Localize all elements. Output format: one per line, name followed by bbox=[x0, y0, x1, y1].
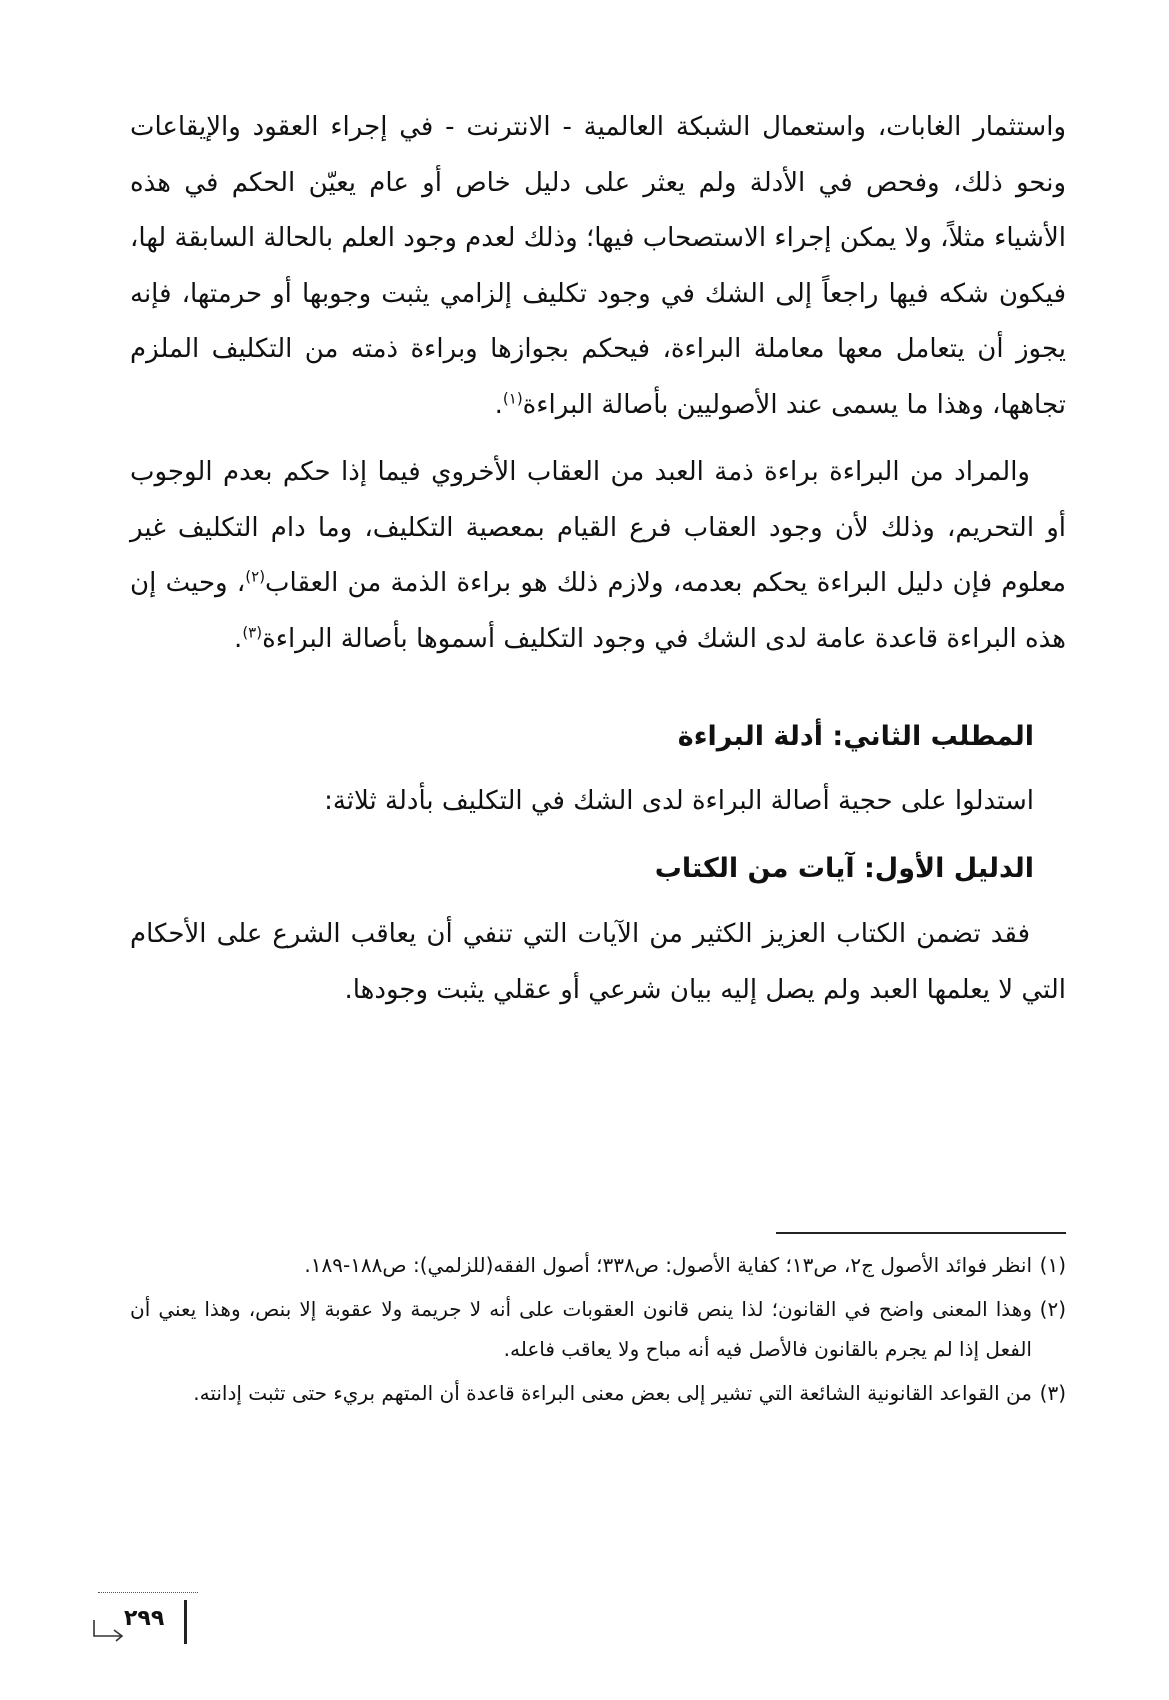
footnote-number: (٢) bbox=[1039, 1297, 1066, 1321]
footnote-ref-2[interactable]: (٢) bbox=[245, 567, 266, 586]
page-number: ٢٩٩ bbox=[124, 1606, 165, 1631]
footnotes bbox=[130, 1245, 1066, 1417]
footnote-text: انظر فوائد الأصول ج٢، ص١٣؛ كفاية الأصول: ص٣٣٨؛ أصول الفقه(للزلمي): ص١٨٨-١٨٩. bbox=[304, 1253, 1032, 1277]
paragraph-2-tail: . bbox=[234, 623, 243, 654]
footnote-divider bbox=[776, 1232, 1066, 1234]
footnote-text: وهذا المعنى واضح في القانون؛ لذا ينص قانون العقوبات على أنه لا جريمة ولا عقوبة إلا بنص، وهذا يعني أن الفعل إذا لم يجرم بالقانون فالأصل فيه أنه مباح ولا يعاقب فاعله. bbox=[130, 1297, 1032, 1361]
footnote-ref-3[interactable]: (٣) bbox=[242, 622, 263, 641]
paragraph-1 bbox=[130, 100, 1066, 433]
paragraph-2 bbox=[130, 445, 1066, 667]
corner-ornament-icon bbox=[92, 1618, 126, 1642]
page-number-box bbox=[92, 1600, 200, 1646]
paragraph-1-text: واستثمار الغابات، واستعمال الشبكة العالمية - الانترنت - في إجراء العقود والإيقاعات ونحو ذلك، وفحص في الأدلة ولم يعثر على دليل خاص أو عام يعيّن الحكم في هذه الأشياء مثلاً، ولا يمكن إجراء الاستصحاب فيها؛ وذلك لعدم وجود العلم بالحالة السابقة لها، فيكون شكه فيها راجعاً إلى الشك في وجود تكليف إلزامي يثبت وجوبها أو حرمتها، فإنه يجوز أن يتعامل معها معاملة البراءة، فيحكم بجوازها وبراءة ذمته من التكليف الملزم تجاهها، وهذا ما يسمى عند الأصوليين بأصالة البراءة bbox=[130, 112, 1066, 420]
subsection-title: الدليل الأول: آيات من الكتاب bbox=[654, 853, 1034, 884]
page-number-dotted-line bbox=[98, 1592, 198, 1593]
page-number-bar bbox=[184, 1600, 187, 1644]
main-text bbox=[130, 100, 1066, 1030]
paragraph-1-tail: . bbox=[494, 389, 503, 420]
footnote-2 bbox=[130, 1289, 1066, 1369]
section-intro: استدلوا على حجية أصالة البراءة لدى الشك في التكليف بأدلة ثلاثة: bbox=[324, 786, 1034, 816]
closing-paragraph: فقد تضمن الكتاب العزيز الكثير من الآيات التي تنفي أن يعاقب الشرع على الأحكام التي لا يعلمها العبد ولم يصل إليه بيان شرعي أو عقلي يثبت وجودها. bbox=[130, 919, 1066, 1005]
footnote-ref-1[interactable]: (١) bbox=[502, 388, 523, 407]
footnote-3 bbox=[130, 1373, 1066, 1413]
footnote-number: (٣) bbox=[1039, 1381, 1066, 1405]
footnote-1 bbox=[130, 1245, 1066, 1285]
paragraph-2-text: والمراد من البراءة براءة ذمة العبد من العقاب الأخروي فيما إذا حكم بعدم الوجوب أو التحريم، وذلك لأن وجود العقاب فرع القيام بمعصية التكليف، وما دام التكليف غير معلوم فإن دليل البراءة يحكم بعدمه، ولازم ذلك هو براءة الذمة من العقاب bbox=[130, 457, 1066, 598]
section-title: المطلب الثاني: أدلة البراءة bbox=[677, 721, 1034, 752]
paragraph-2-text-continued: ، وحيث إن هذه البراءة قاعدة عامة لدى الشك في وجود التكليف أسموها بأصالة البراءة bbox=[130, 568, 1066, 654]
footnote-text: من القواعد القانونية الشائعة التي تشير إلى بعض معنى البراءة قاعدة أن المتهم بريء حتى تثبت إدانته. bbox=[193, 1381, 1032, 1405]
footnote-number: (١) bbox=[1039, 1253, 1066, 1277]
